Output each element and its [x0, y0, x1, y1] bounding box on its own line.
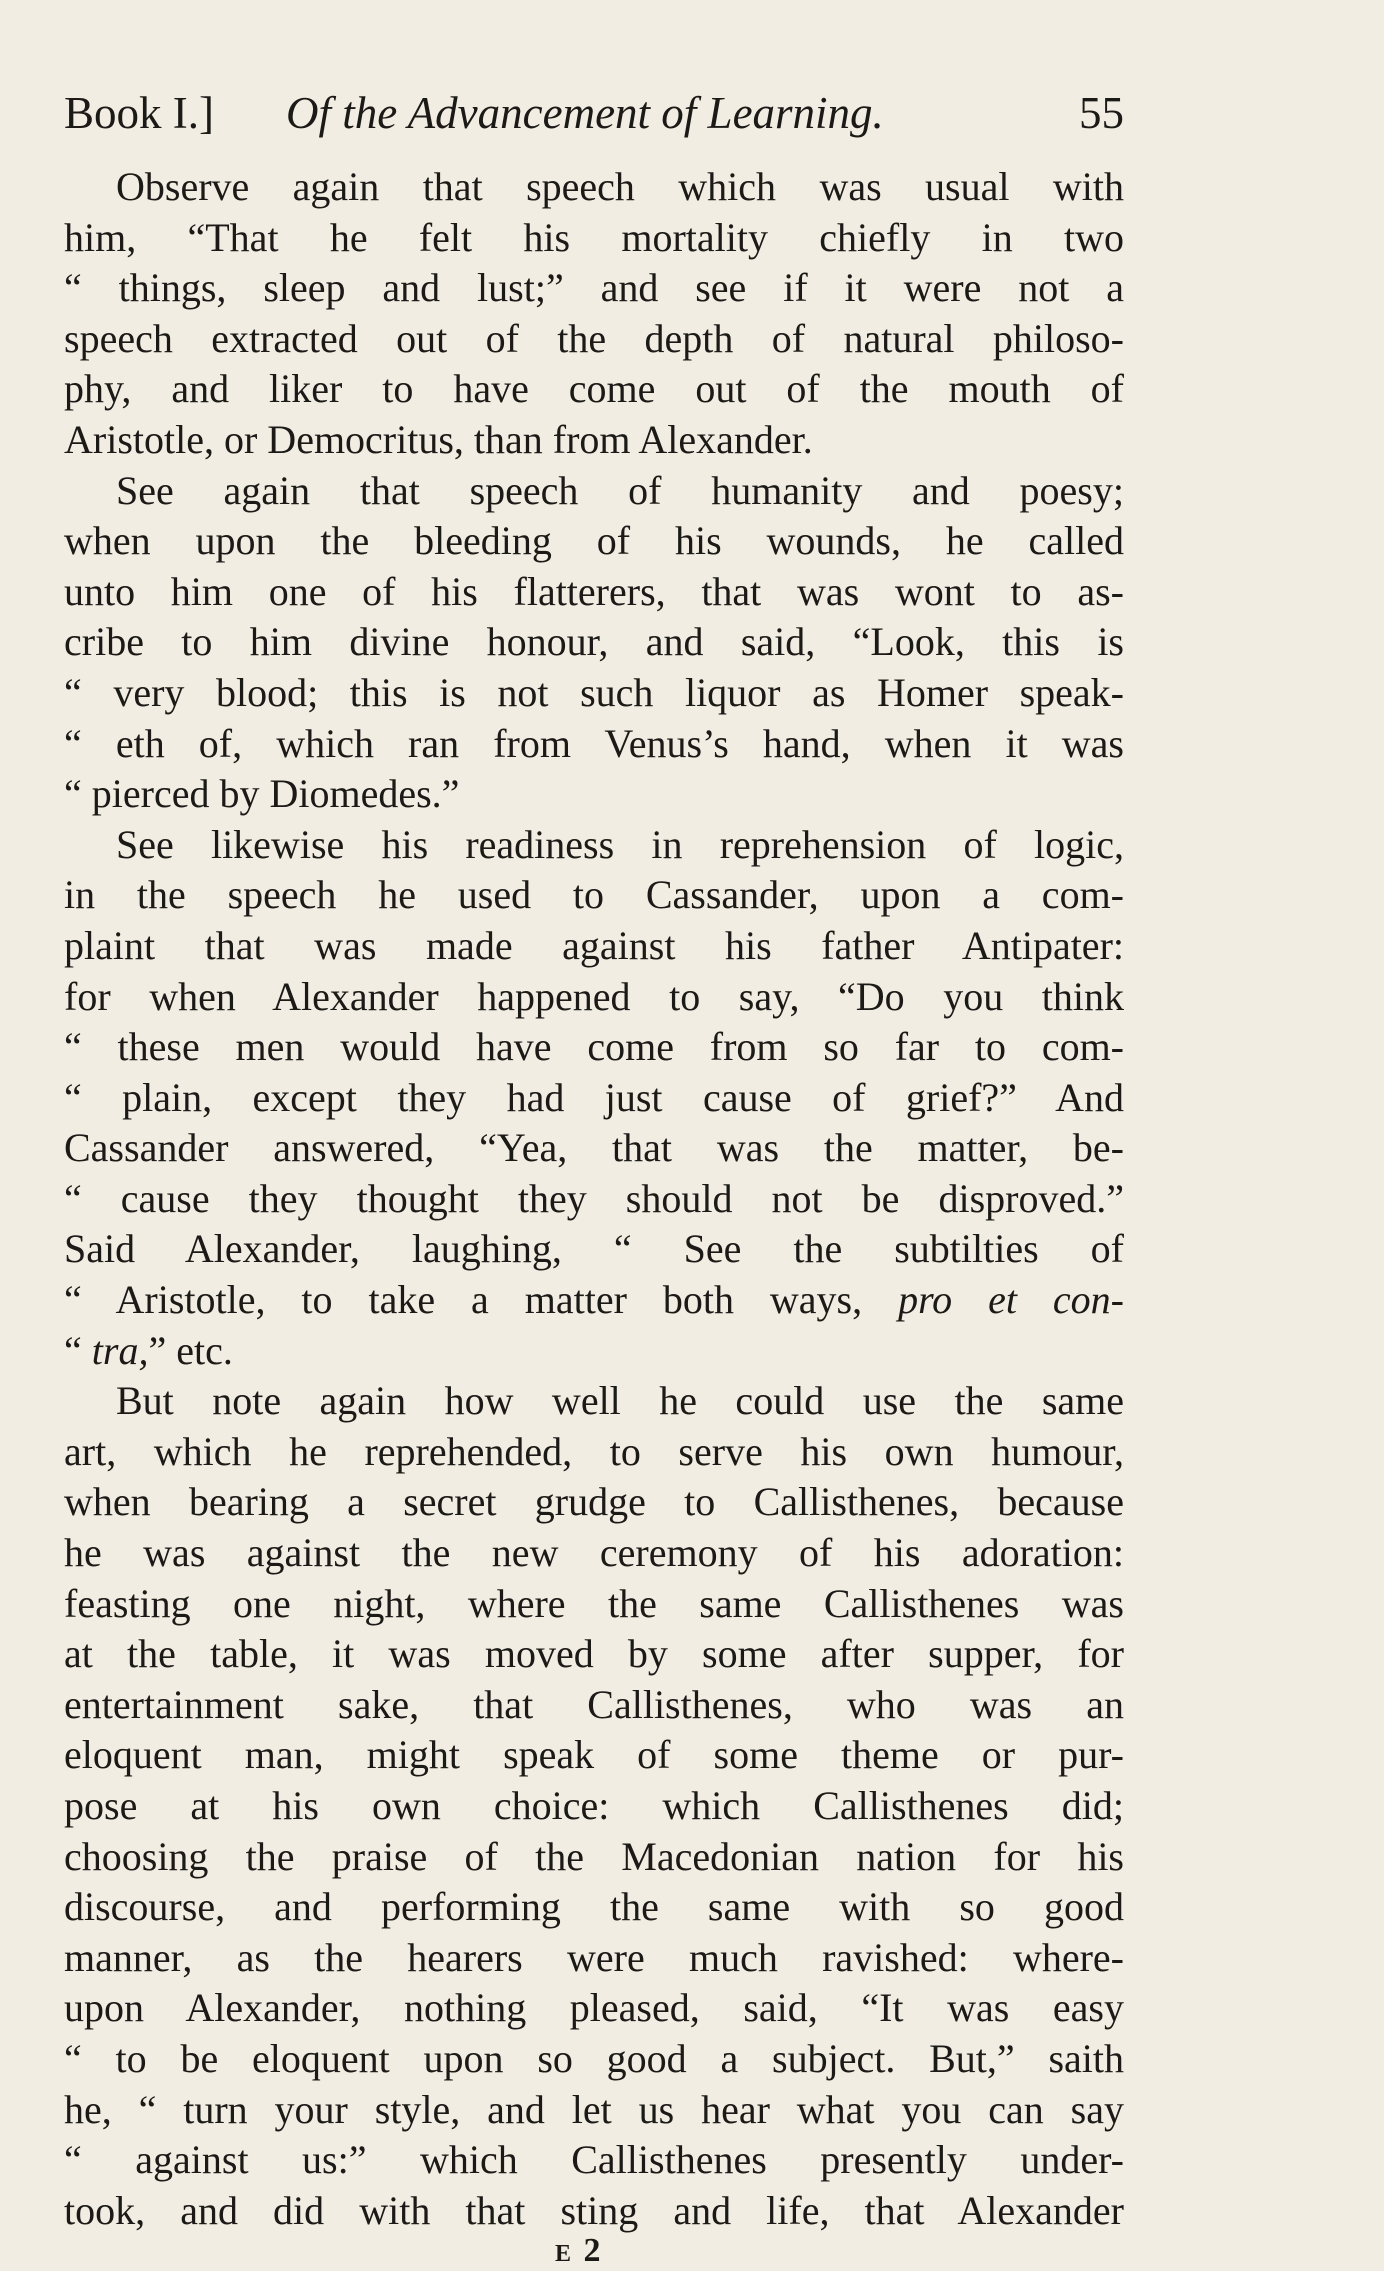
paragraph: [64, 1376, 1124, 2236]
text-line: in the speech he used to Cassander, upon a com-: [64, 872, 1124, 918]
printer-signature: [555, 2232, 603, 2270]
text-line: “ things, sleep and lust;” and see if it were not a: [64, 265, 1124, 311]
text-line: “ plain, except they had just cause of grief?” And: [64, 1074, 1124, 1120]
paragraph: [64, 162, 1124, 466]
text-line: unto him one of his flatterers, that was wont to as-: [64, 568, 1124, 614]
signature-number: 2: [583, 2232, 603, 2269]
text-line: “ Aristotle, to take a matter both ways, pro et con-: [64, 1277, 1124, 1323]
text-line: “ tra,” etc.: [64, 1327, 233, 1373]
text-line: eloquent man, might speak of some theme or pur-: [64, 1732, 1124, 1778]
text-line: plaint that was made against his father Antipater:: [64, 922, 1124, 968]
text-line: “ very blood; this is not such liquor as Homer speak-: [64, 669, 1124, 715]
text-line: “ pierced by Diomedes.”: [64, 771, 460, 817]
text-line: took, and did with that sting and life, that Alexander: [64, 2187, 1124, 2233]
text-line: he, “ turn your style, and let us hear what you can say: [64, 2086, 1124, 2132]
text-line: “ cause they thought they should not be disproved.”: [64, 1175, 1124, 1221]
text-line: when bearing a secret grudge to Callisthenes, because: [64, 1479, 1124, 1525]
text-line: speech extracted out of the depth of natural philoso-: [64, 315, 1124, 361]
text-line: for when Alexander happened to say, “Do you think: [64, 973, 1124, 1019]
text-line: “ these men would have come from so far to com-: [64, 1024, 1124, 1070]
text-line: feasting one night, where the same Callisthenes was: [64, 1580, 1124, 1626]
text-line: “ eth of, which ran from Venus’s hand, when it was: [64, 720, 1124, 766]
text-line: when upon the bleeding of his wounds, he called: [64, 518, 1124, 564]
page-number: 55: [1079, 88, 1124, 138]
text-line: upon Alexander, nothing pleased, said, “It was easy: [64, 1985, 1124, 2031]
text-line: “ against us:” which Callisthenes presently under-: [64, 2137, 1124, 2183]
text-line: cribe to him divine honour, and said, “Look, this is: [64, 619, 1124, 665]
text-line: But note again how well he could use the same: [116, 1378, 1124, 1424]
text-line: pose at his own choice: which Callisthenes did;: [64, 1783, 1124, 1828]
text-line: he was against the new ceremony of his adoration:: [64, 1530, 1124, 1576]
text-line: Observe again that speech which was usual with: [116, 164, 1124, 209]
text-line: manner, as the hearers were much ravished: where-: [64, 1934, 1124, 1980]
text-line: Aristotle, or Democritus, than from Alexander.: [64, 416, 813, 462]
text-line: phy, and liker to have come out of the mouth of: [64, 366, 1124, 412]
text-line: See again that speech of humanity and poesy;: [116, 467, 1124, 513]
text-line: Cassander answered, “Yea, that was the matter, be-: [64, 1125, 1124, 1171]
text-line: See likewise his readiness in reprehension of logic,: [116, 821, 1124, 867]
text-line: discourse, and performing the same with so good: [64, 1884, 1124, 1930]
paragraph: [64, 466, 1124, 820]
paragraph: [64, 820, 1124, 1377]
body-text: [64, 162, 1124, 2236]
text-line: at the table, it was moved by some after supper, for: [64, 1631, 1124, 1677]
running-title: Of the Advancement of Learning.: [286, 88, 884, 138]
text-line: Said Alexander, laughing, “ See the subtilties of: [64, 1226, 1124, 1272]
book-label: Book I.]: [64, 88, 214, 138]
running-header: [64, 78, 1124, 148]
text-line: entertainment sake, that Callisthenes, who was an: [64, 1681, 1124, 1727]
text-line: choosing the praise of the Macedonian nation for his: [64, 1833, 1124, 1879]
text-line: “ to be eloquent upon so good a subject. But,” saith: [64, 2035, 1124, 2081]
text-line: art, which he reprehended, to serve his own humour,: [64, 1428, 1124, 1474]
signature-letter: E: [555, 2241, 574, 2267]
text-line: him, “That he felt his mortality chiefly in two: [64, 214, 1124, 260]
